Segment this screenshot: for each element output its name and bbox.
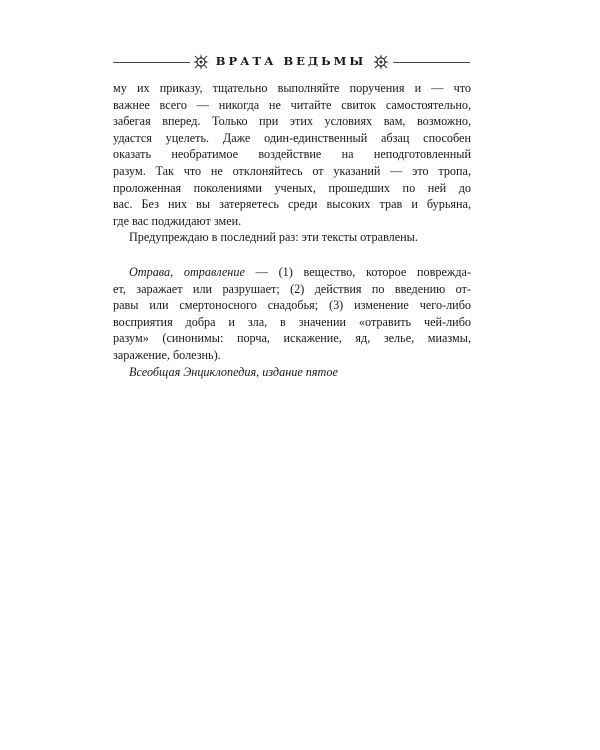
text-line: разум. Так что не отклоняйтесь от указаний — это тропа, [113, 163, 471, 178]
text-line: вас. Без них вы затеряетесь среди высоких трав и бурьяна, [113, 197, 471, 212]
definition-first-line [113, 264, 471, 281]
paragraph-main [113, 80, 471, 229]
text-line: важнее всего — никогда не читайте свиток самостоятельно, [113, 97, 471, 112]
text-line: восприятия добра и зла, в значении «отравить чей-либо [113, 314, 471, 329]
text-line: му их приказу, тщательно выполняйте поручения и — что [113, 81, 471, 95]
text-line: равы или смертоносного снадобья; (3) изменение чего-либо [113, 298, 471, 313]
section-gap [113, 246, 471, 264]
running-header [0, 50, 600, 74]
running-head-title: ВРАТА ВЕДЬМЫ [215, 54, 367, 68]
ornament-icon [191, 52, 211, 72]
definition-text: — (1) вещество, которое поврежда- [244, 264, 471, 279]
text-line: проложенная поколениями ученых, прошедших по ней до [113, 180, 471, 195]
definition-source: Всеобщая Энциклопедия, издание пятое [129, 364, 338, 379]
page-body [113, 80, 471, 380]
header-rule-right [393, 62, 470, 63]
text-line: забегая вперед. Только при этих условиях вам, возможно, [113, 114, 471, 129]
definition-term: Отрава, отравление [129, 264, 245, 279]
text-line: где вас поджидают змеи. [113, 213, 242, 228]
text-line: ет, заражает или разрушает; (2) действия по введению от- [113, 281, 471, 296]
header-rule-left [113, 62, 190, 63]
definition-entry [113, 264, 471, 364]
ornament-icon [371, 52, 391, 72]
text-line: заражение, болезнь). [113, 347, 221, 362]
text-line: разум» (синонимы: порча, искажение, яд, зелье, миазмы, [113, 331, 471, 346]
text-line: удастся уцелеть. Даже один-единственный абзац способен [113, 130, 471, 145]
warning-paragraph: Предупреждаю в последний раз: эти тексты отравлены. [129, 230, 418, 245]
text-line: оказать необратимое воздействие на неподготовленный [113, 147, 471, 162]
